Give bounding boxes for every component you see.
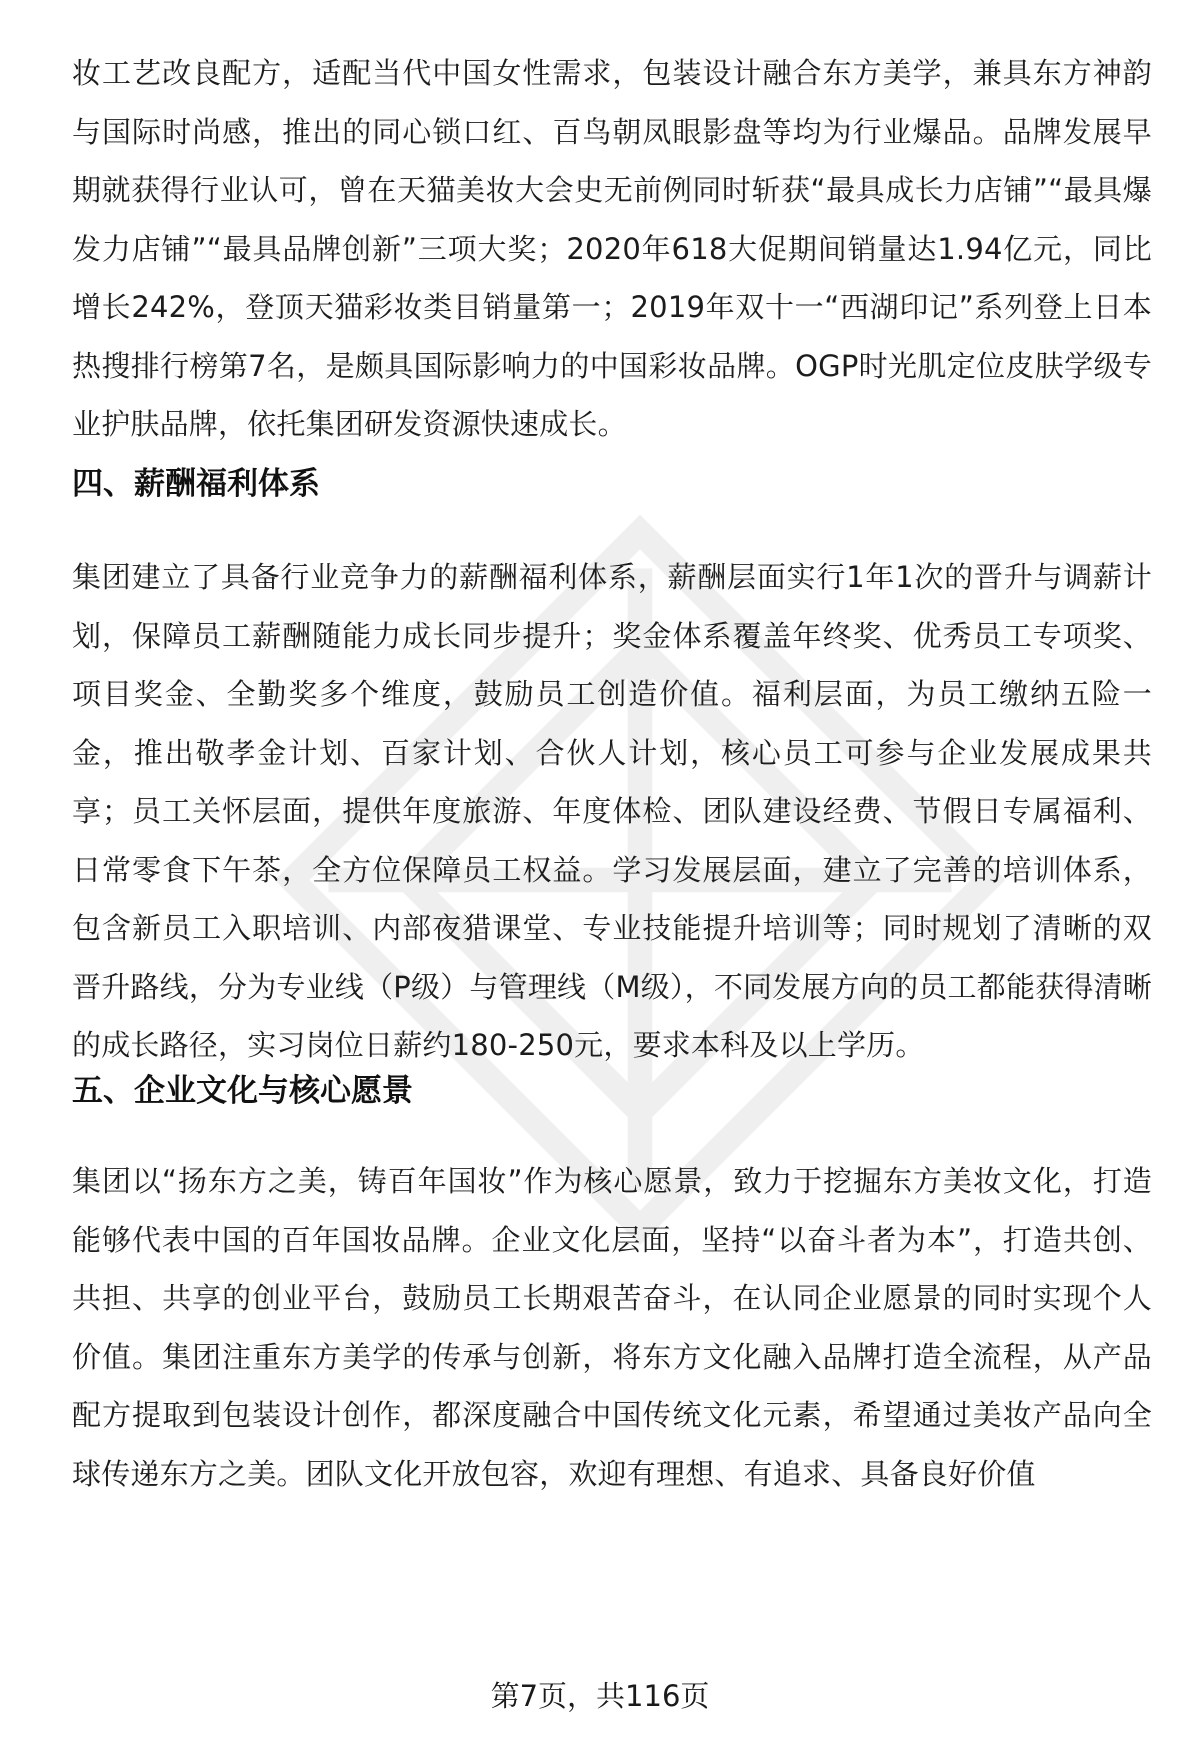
page-number-footer: 第7页，共116页 — [490, 1679, 710, 1713]
section-heading-compensation: 四、薪酬福利体系 — [72, 466, 320, 502]
paragraph-brand-intro: 妆工艺改良配方，适配当代中国女性需求，包装设计融合东方美学，兼具东方神韵与国际时尚感，推出的同心锁口红、百鸟朝凤眼影盘等均为行业爆品。品牌发展早期就获得行业认可，曾在天猫美妆大会史无前例同时斩获“最具成长力店铺”“最具爆发力店铺”“最具品牌创新”三项大奖；2020年618大促期间销量达1.94亿元，同比增长242%，登顶天猫彩妆类目销量第一；2019年双十一“西湖印记”系列登上日本热搜排行榜第7名，是颇具国际影响力的中国彩妆品牌。OGP时光肌定位皮肤学级专业护肤品牌，依托集团研发资源快速成长。 — [72, 56, 1152, 441]
section-heading-culture: 五、企业文化与核心愿景 — [72, 1073, 413, 1109]
paragraph-compensation: 集团建立了具备行业竞争力的薪酬福利体系，薪酬层面实行1年1次的晋升与调薪计划，保障员工薪酬随能力成长同步提升；奖金体系覆盖年终奖、优秀员工专项奖、项目奖金、全勤奖多个维度，鼓励员工创造价值。福利层面，为员工缴纳五险一金，推出敬孝金计划、百家计划、合伙人计划，核心员工可参与企业发展成果共享；员工关怀层面，提供年度旅游、年度体检、团队建设经费、节假日专属福利、日常零食下午茶，全方位保障员工权益。学习发展层面，建立了完善的培训体系，包含新员工入职培训、内部夜猎课堂、专业技能提升培训等；同时规划了清晰的双晋升路线，分为专业线（P级）与管理线（M级），不同发展方向的员工都能获得清晰的成长路径，实习岗位日薪约180-250元，要求本科及以上学历。 — [72, 560, 1152, 1062]
paragraph-culture: 集团以“扬东方之美，铸百年国妆”作为核心愿景，致力于挖掘东方美妆文化，打造能够代表中国的百年国妆品牌。企业文化层面，坚持“以奋斗者为本”，打造共创、共担、共享的创业平台，鼓励员工长期艰苦奋斗，在认同企业愿景的同时实现个人价值。集团注重东方美学的传承与创新，将东方文化融入品牌打造全流程，从产品配方提取到包装设计创作，都深度融合中国传统文化元素，希望通过美妆产品向全球传递东方之美。团队文化开放包容，欢迎有理想、有追求、具备良好价值 — [72, 1164, 1152, 1491]
